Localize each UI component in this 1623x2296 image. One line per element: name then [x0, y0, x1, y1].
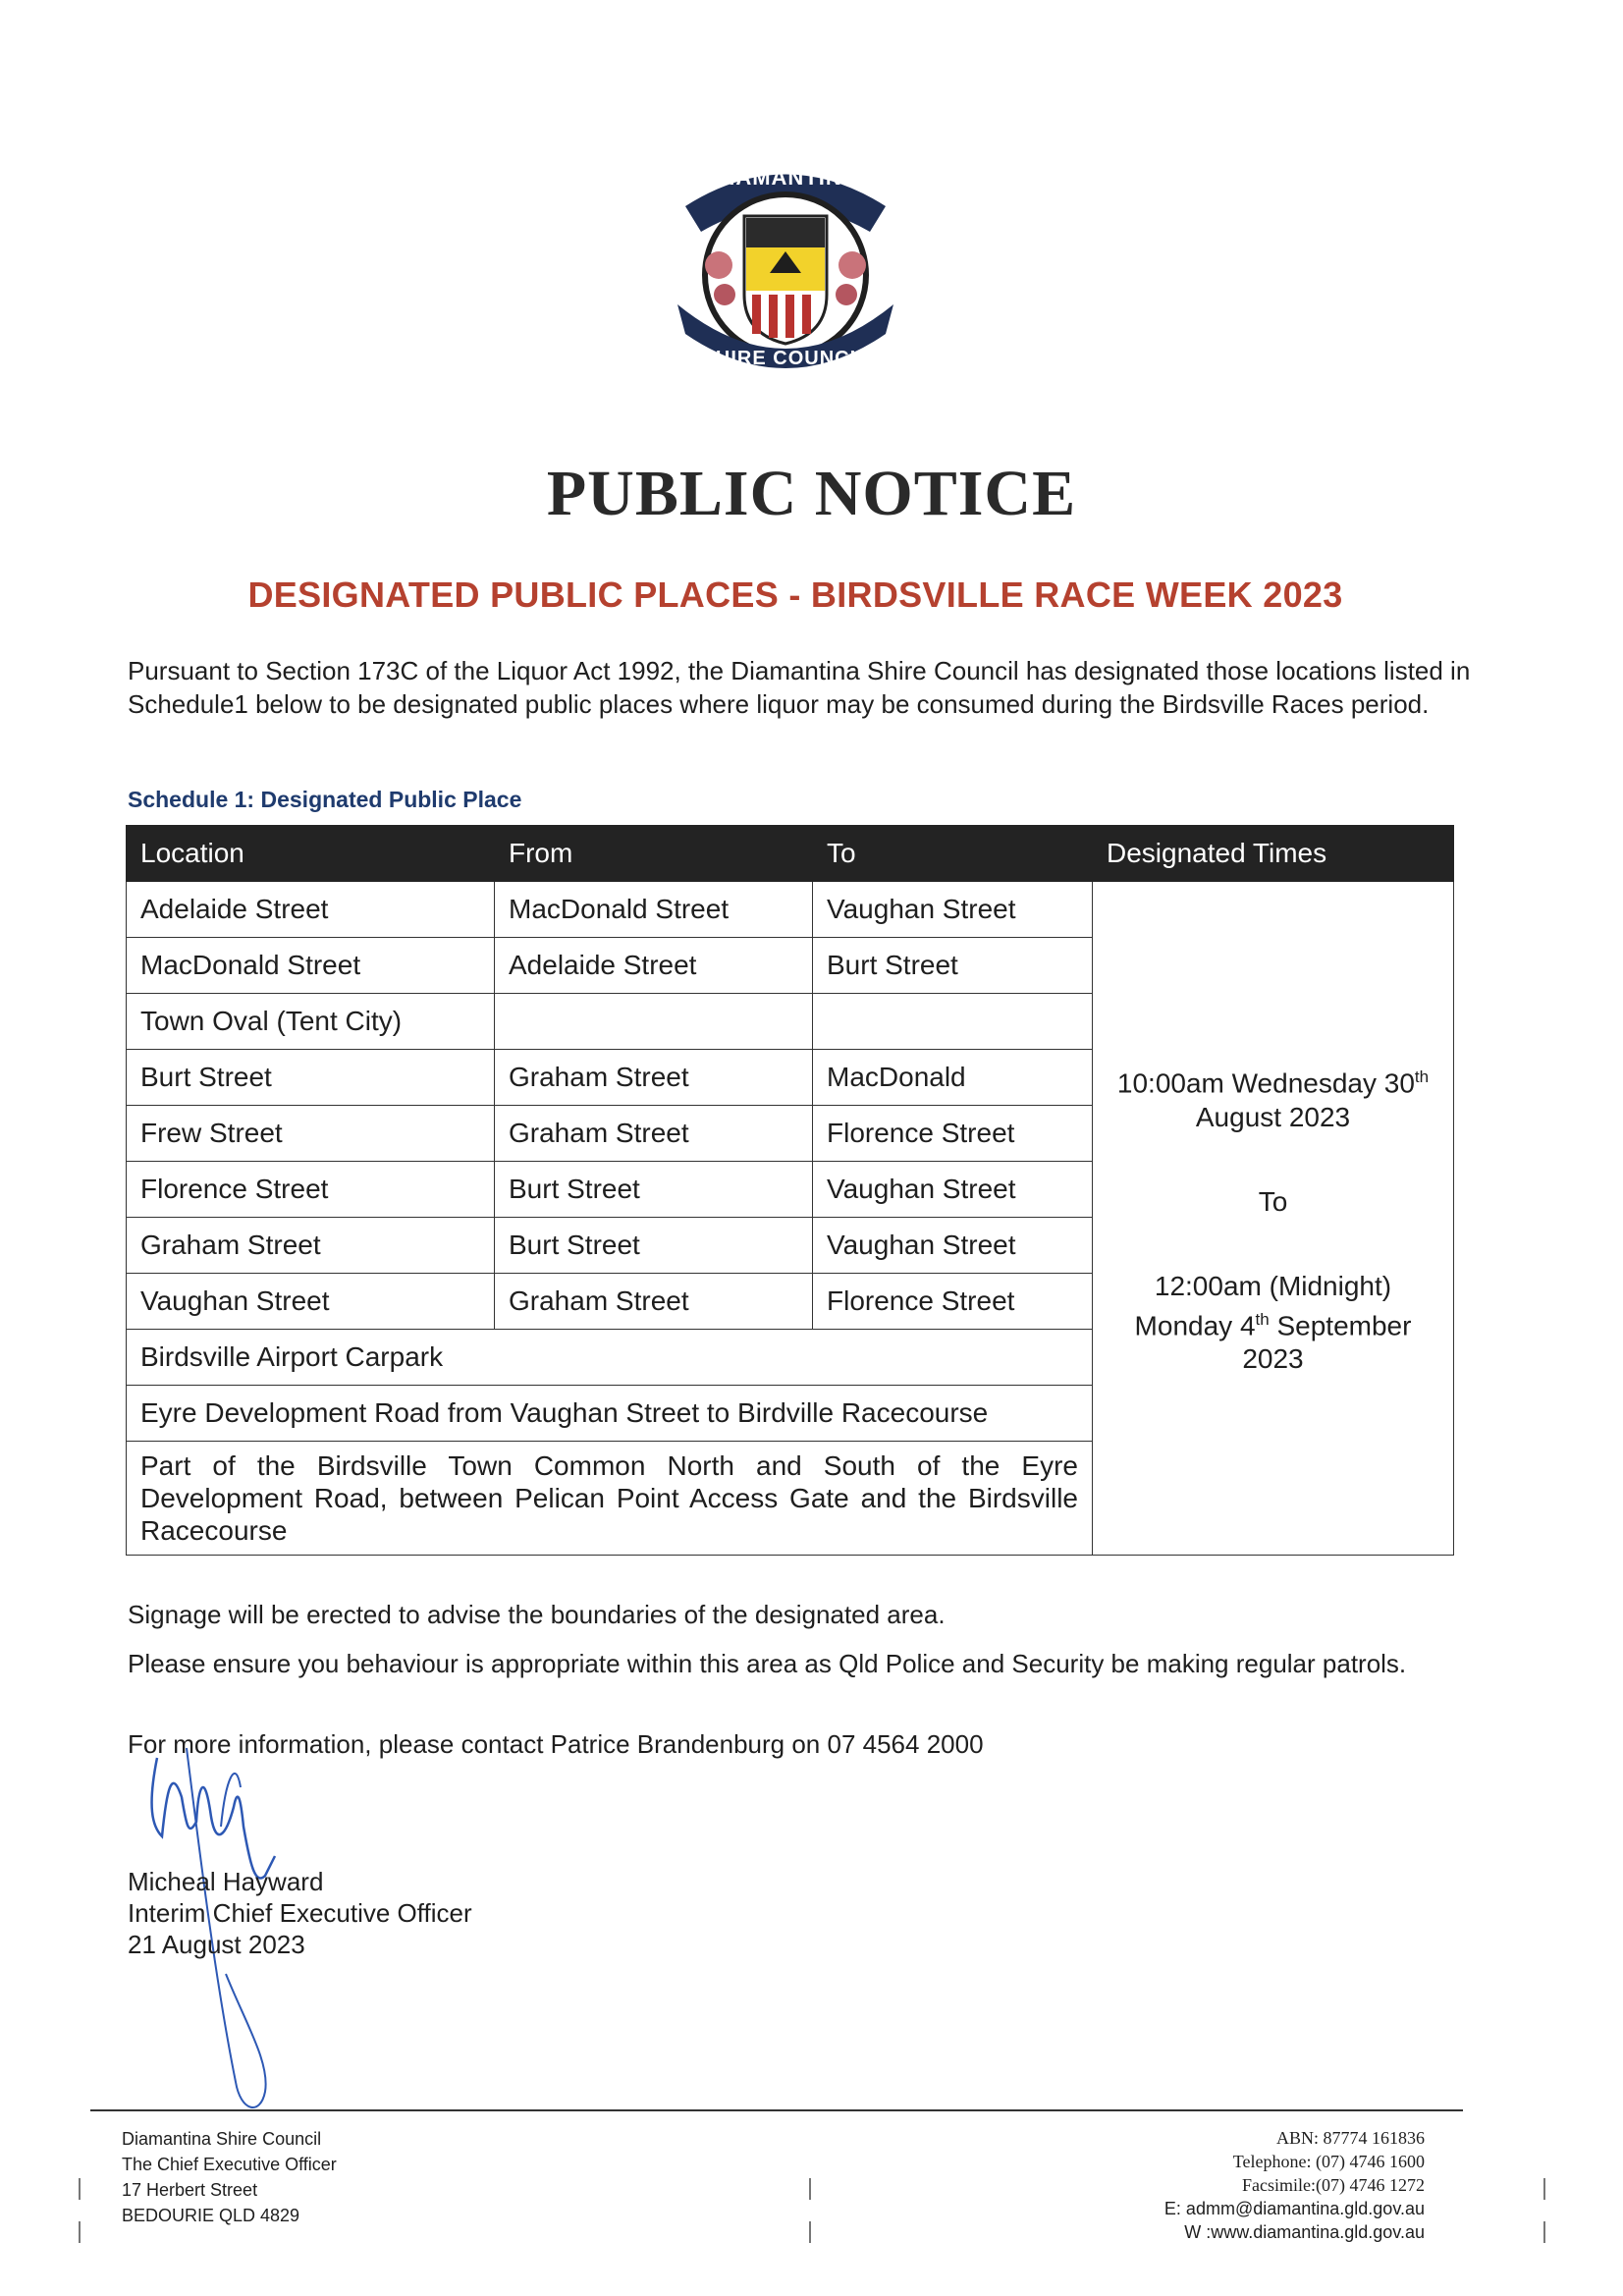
signoff-date: 21 August 2023: [128, 1930, 305, 1959]
cell-to: Florence Street: [813, 1274, 1093, 1330]
cell-from: Graham Street: [495, 1106, 813, 1162]
signage-paragraph: Signage will be erected to advise the boundaries of the designated area.: [128, 1600, 946, 1629]
times-end-date: Monday 4th September: [1134, 1309, 1412, 1340]
column-header-location: Location: [127, 826, 495, 882]
logo-text-bottom: SHIRE COUNCIL: [701, 348, 870, 369]
times-end: 12:00am (Midnight): [1154, 1270, 1392, 1301]
cell-to: Florence Street: [813, 1106, 1093, 1162]
cell-location: Florence Street: [127, 1162, 495, 1218]
cell-to: [813, 994, 1093, 1050]
cell-location-wide: Part of the Birdsville Town Common North and South of the Eyre Development Road, between Pelican Point Access Gate and the Birdsville Racecourse: [127, 1442, 1093, 1556]
scan-mark: [809, 2178, 811, 2200]
footer-contact: [1164, 2126, 1425, 2244]
column-header-designated-times: Designated Times: [1093, 826, 1454, 882]
cell-to: Vaughan Street: [813, 1162, 1093, 1218]
cell-location: Frew Street: [127, 1106, 495, 1162]
cell-to: Vaughan Street: [813, 1218, 1093, 1274]
schedule-table: [126, 825, 1454, 1556]
footer-address-line: 17 Herbert Street: [122, 2180, 258, 2200]
times-to: To: [1258, 1185, 1288, 1217]
column-header-from: From: [495, 826, 813, 882]
signoff-block: [128, 1866, 472, 1960]
cell-from: Burt Street: [495, 1162, 813, 1218]
cell-location-wide: Eyre Development Road from Vaughan Street to Birdville Racecourse: [127, 1386, 1093, 1442]
cell-from: Burt Street: [495, 1218, 813, 1274]
footer-telephone: Telephone: (07) 4746 1600: [1232, 2152, 1425, 2171]
behaviour-paragraph: Please ensure you behaviour is appropriate within this area as Qld Police and Security be making regular patrols.: [128, 1649, 1407, 1678]
footer-address-line: BEDOURIE QLD 4829: [122, 2206, 300, 2225]
notice-title: PUBLIC NOTICE: [546, 458, 1077, 529]
footer-abn: ABN: 87774 161836: [1275, 2128, 1425, 2148]
footer-website: W :www.diamantina.gld.gov.au: [1184, 2222, 1425, 2242]
times-start: 10:00am Wednesday 30th: [1116, 1067, 1430, 1099]
notice-subtitle: DESIGNATED PUBLIC PLACES - BIRDSVILLE RACE WEEK 2023: [247, 574, 1343, 615]
signatory-name: Micheal Hayward: [128, 1867, 324, 1896]
table-header-row: [127, 826, 1454, 882]
logo-text-top: DIAMANTINA: [712, 165, 859, 190]
cell-from: [495, 994, 813, 1050]
designated-times-cell: [1093, 882, 1454, 1556]
scan-mark: [1543, 2178, 1545, 2200]
cell-to: Vaughan Street: [813, 882, 1093, 938]
cell-from: Adelaide Street: [495, 938, 813, 994]
cell-location: Graham Street: [127, 1218, 495, 1274]
intro-paragraph: Pursuant to Section 173C of the Liquor Act 1992, the Diamantina Shire Council has designated those locations listed in Schedule1 below to be designated public places where liquor may be consumed during the Birdsville Races period.: [128, 656, 1471, 719]
footer-address: [122, 2126, 337, 2228]
footer-email: E: admm@diamantina.gld.gov.au: [1163, 2199, 1425, 2218]
column-header-to: To: [813, 826, 1093, 882]
contact-paragraph: For more information, please contact Patrice Brandenburg on 07 4564 2000: [128, 1729, 984, 1759]
cell-from: MacDonald Street: [495, 882, 813, 938]
schedule-label: Schedule 1: Designated Public Place: [128, 787, 522, 812]
cell-location: Burt Street: [127, 1050, 495, 1106]
times-start-date: August 2023: [1195, 1101, 1351, 1132]
cell-from: Graham Street: [495, 1050, 813, 1106]
cell-to: MacDonald: [813, 1050, 1093, 1106]
cell-location: Town Oval (Tent City): [127, 994, 495, 1050]
footer-address-line: Diamantina Shire Council: [122, 2129, 322, 2149]
cell-location: MacDonald Street: [127, 938, 495, 994]
footer-address-line: The Chief Executive Officer: [122, 2155, 337, 2174]
table-row: [127, 882, 1454, 938]
times-end-year: 2023: [1242, 1342, 1304, 1374]
cell-location: Vaughan Street: [127, 1274, 495, 1330]
scan-mark: [79, 2178, 81, 2200]
scan-mark: [79, 2221, 81, 2243]
footer-facsimile: Facsimile:(07) 4746 1272: [1242, 2175, 1425, 2195]
scan-mark: [809, 2221, 811, 2243]
signatory-position: Interim Chief Executive Officer: [128, 1898, 472, 1928]
cell-location-wide: Birdsville Airport Carpark: [127, 1330, 1093, 1386]
cell-location: Adelaide Street: [127, 882, 495, 938]
footer-divider: [90, 2109, 1463, 2111]
cell-to: Burt Street: [813, 938, 1093, 994]
cell-from: Graham Street: [495, 1274, 813, 1330]
scan-mark: [1543, 2221, 1545, 2243]
